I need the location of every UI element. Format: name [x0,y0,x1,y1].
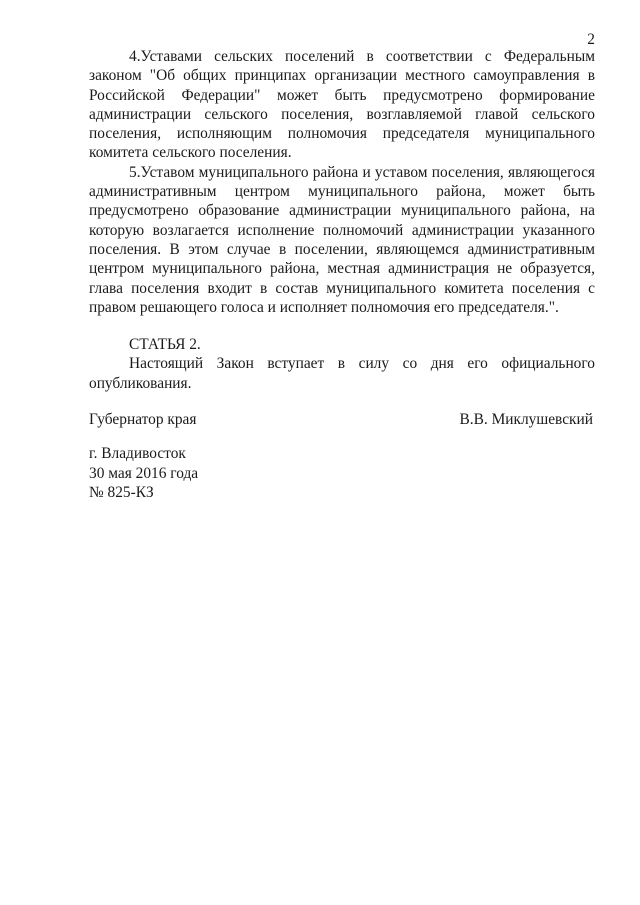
document-body [89,47,595,393]
page-number: 2 [587,31,595,48]
place-date-number [89,444,198,503]
article-heading: СТАТЬЯ 2. [129,336,201,354]
signature-block [89,410,593,430]
paragraph-4: 4.Уставами сельских поселений в соответствии с Федеральным законом "Об общих принципах организации местного самоуправления в Российской Федерации" может быть предусмотрено формирование администрации сельского поселения, возглавляемой главой сельского поселения, исполняющим полномочия председателя муниципального комитета сельского поселения. [89,48,595,162]
article-2 [89,335,595,393]
paragraph-5: 5.Уставом муниципального района и уставом поселения, являющегося административным центром муниципального района, может быть предусмотрено образование администрации муниципального района, на которую возлагается исполнение полномочий администрации указанного поселения. В этом случае в поселении, являющемся административным центром муниципального района, местная администрация не образуется, глава поселения входит в состав муниципального комитета поселения с правом решающего голоса и исполняет полномочия его председателя.". [89,163,595,316]
city: г. Владивосток [89,445,186,462]
signatory-position: Губернатор края [89,411,197,428]
date: 30 мая 2016 года [89,464,199,482]
article-text: Настоящий Закон вступает в силу со дня его официального опубликования. [89,355,595,392]
signatory-name: В.В. Миклушевский [459,411,593,428]
law-number: № 825-КЗ [89,484,154,501]
